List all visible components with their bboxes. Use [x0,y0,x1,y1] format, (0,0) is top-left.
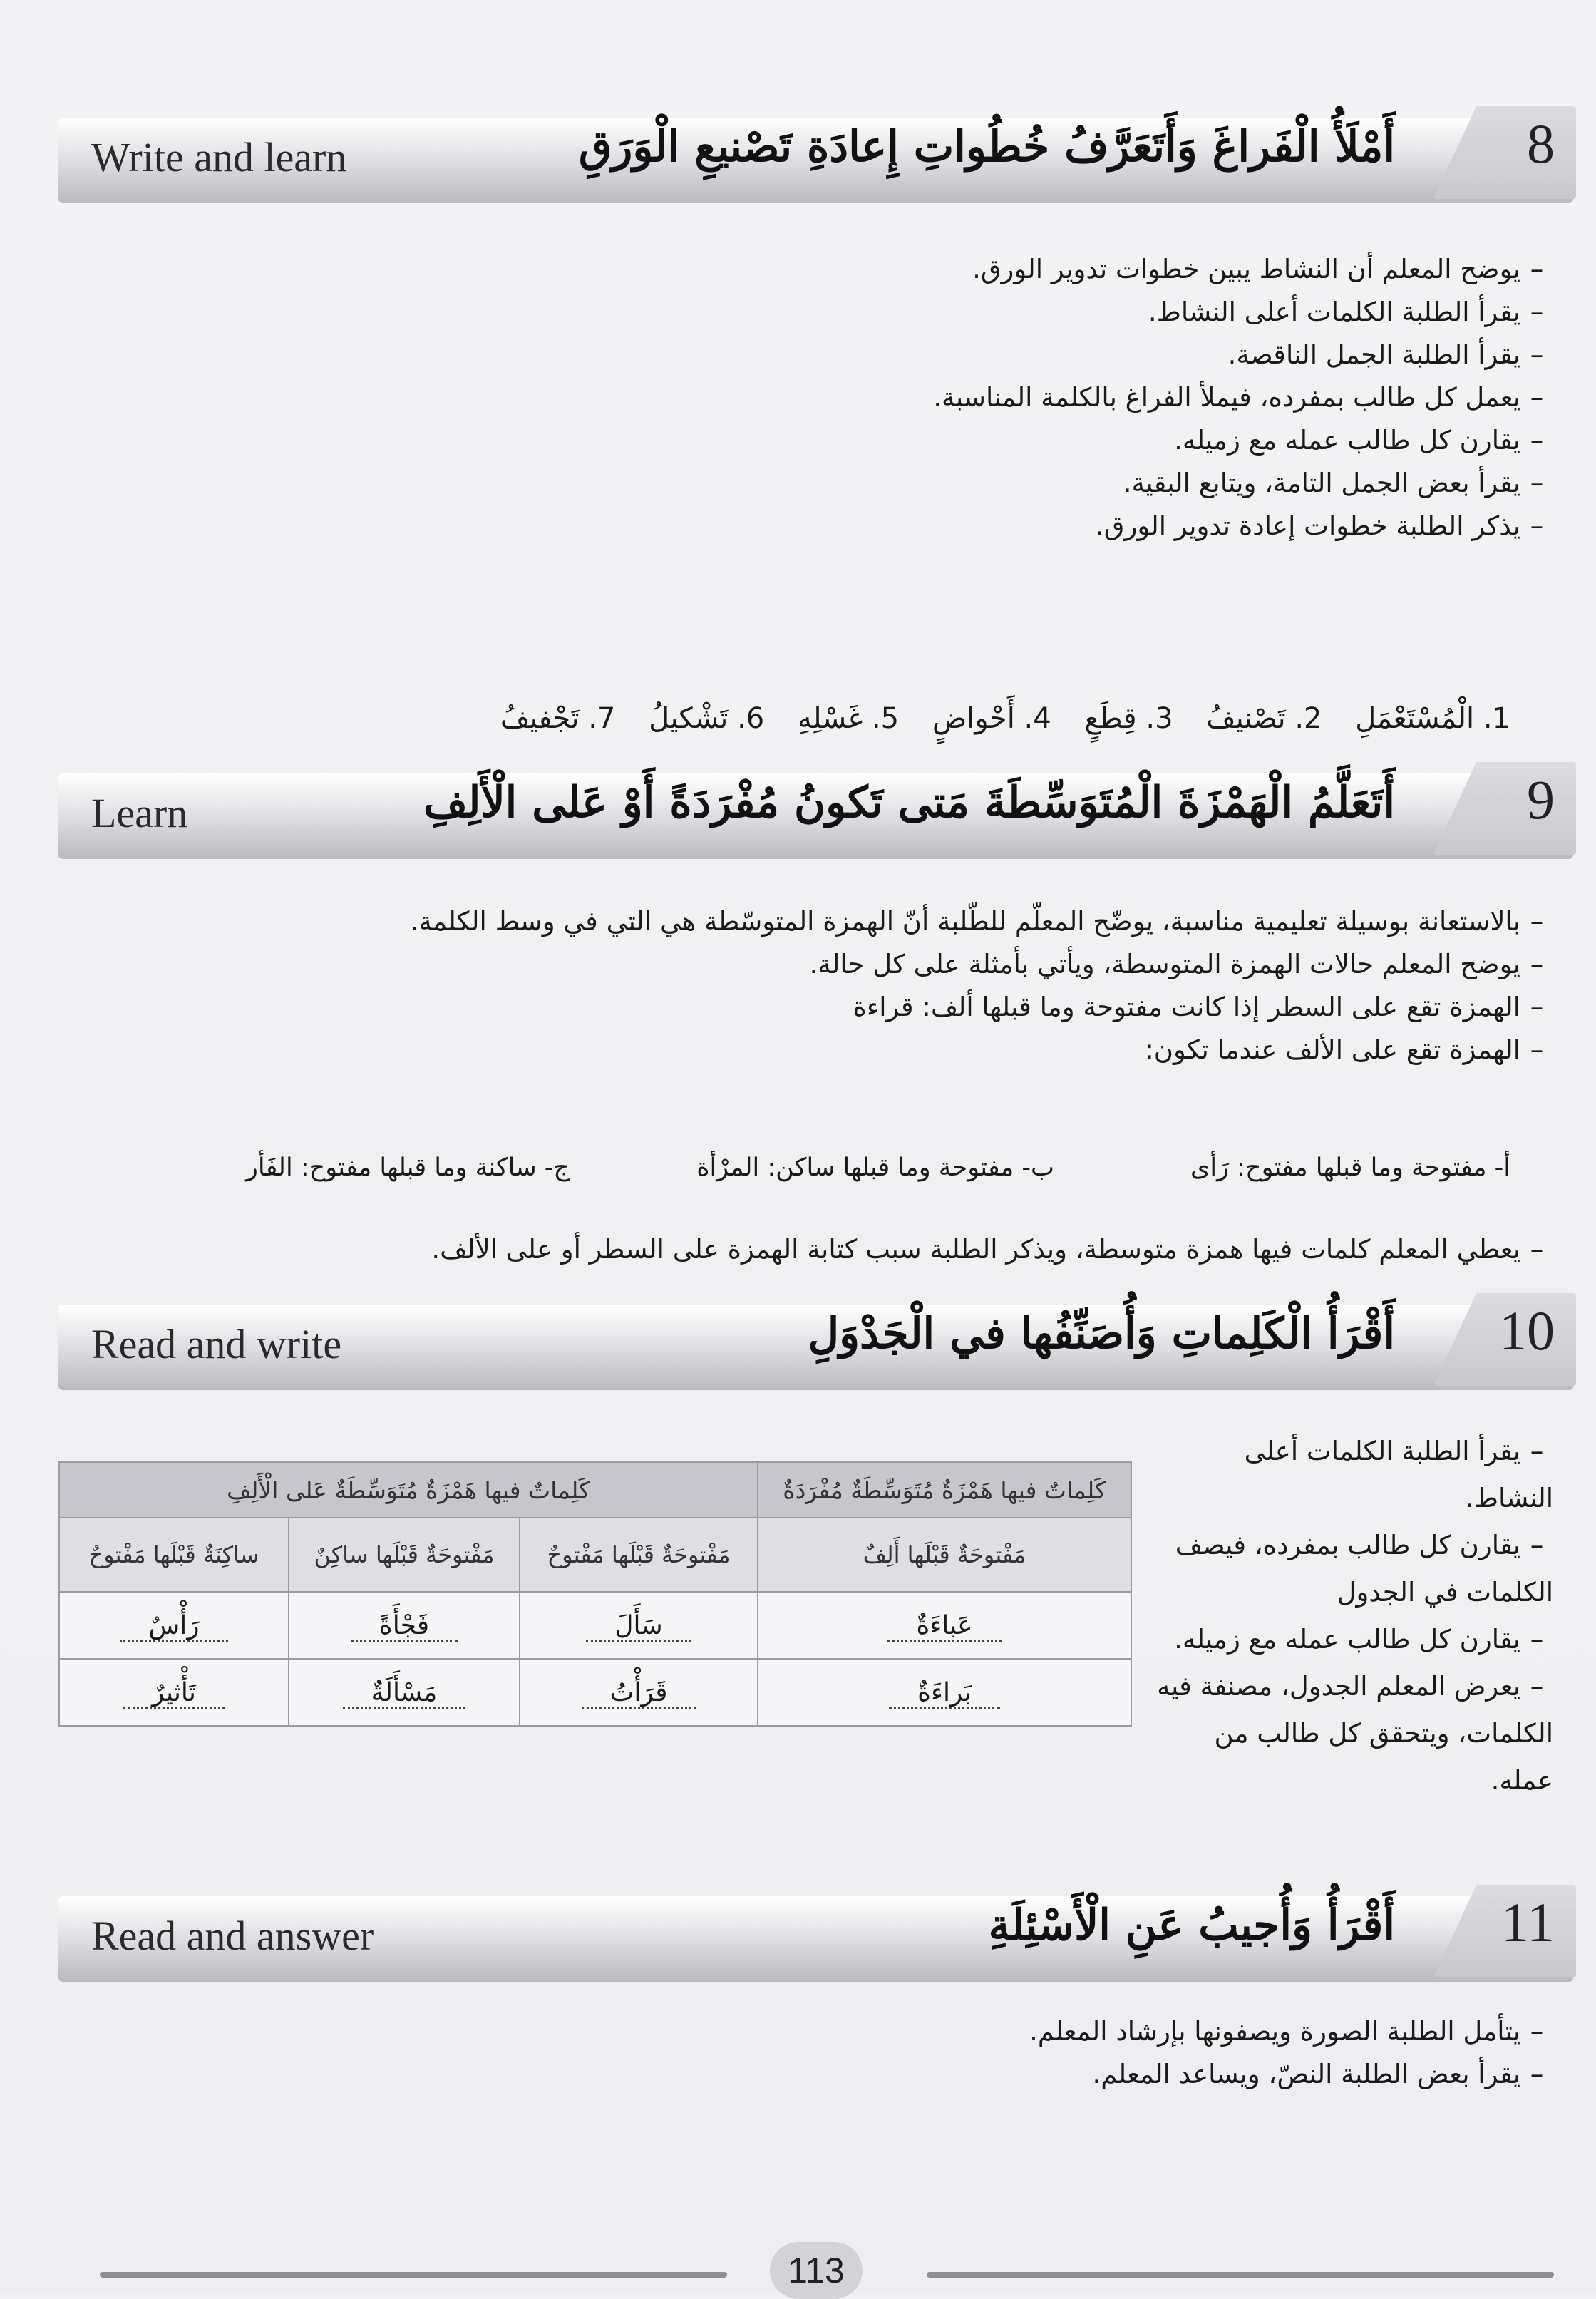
instruction-line: –يوضح المعلم أن النشاط يبين خطوات تدوير الورق. [972,254,1544,284]
section-11-english-title: Read and answer [91,1913,374,1959]
option-a: أ- مفتوحة وما قبلها مفتوح: رَأى [1190,1153,1510,1182]
table-cell: فَجْأَةً [289,1592,520,1659]
table-group-header: كَلِماتٌ فيها هَمْزَةٌ مُتَوَسِّطَةٌ عَلى الْأَلِفِ [59,1462,758,1518]
section-8-number: 8 [1527,113,1555,175]
instruction-line: –يقرأ الطلبة الكلمات أعلى النشاط. [1244,1436,1553,1513]
instruction-line: –الهمزة تقع على الألف عندما تكون: [1145,1034,1544,1065]
section-9-arabic-title: أَتَعَلَّمُ الْهَمْزَةَ الْمُتَوَسِّطَةَ مَتى تَكونُ مُفْرَدَةً أَوْ عَلى الْأَلِفِ [423,778,1395,828]
book-tab-icon [1433,106,1576,199]
table-group-header: كَلِماتٌ فيها هَمْزَةٌ مُتَوَسِّطَةٌ مُفْرَدَةٌ [758,1462,1131,1518]
section-10-english-title: Read and write [91,1321,342,1367]
instruction-line: –يقرأ بعض الجمل التامة، ويتابع البقية. [1123,468,1544,498]
table-row [59,1592,1131,1659]
table-cell: تَأْثيرٌ [59,1659,289,1726]
instruction-line: –يقرأ الطلبة الجمل الناقصة. [1227,339,1544,370]
section-9-english-title: Learn [91,790,188,836]
table-cell: سَأَلَ [520,1592,758,1659]
footer-rule-right [927,2272,1554,2278]
section-11-header [58,1891,1573,1982]
book-tab-icon [1433,762,1576,855]
table-cell: مَسْأَلَةٌ [289,1659,520,1726]
answer-item: 1. الْمُسْتَعْمَلِ [1355,702,1510,735]
table-column-header: مَفْتوحَةٌ قَبْلَها أَلِفٌ [758,1518,1131,1592]
section-9-number: 9 [1527,768,1555,830]
instruction-line: –يقارن كل طالب بمفرده، فيصف الكلمات في الجدول [1175,1530,1553,1608]
page-number: 113 [770,2242,863,2299]
instruction-line: –يقرأ الطلبة الكلمات أعلى النشاط. [1148,297,1544,327]
instruction-line: –يوضح المعلم حالات الهمزة المتوسطة، ويأتي بأمثلة على كل حالة. [809,949,1544,979]
section-8-arabic-title: أَمْلَأُ الْفَراغَ وَأَتَعَرَّفُ خُطُواتِ إِعادَةِ تَصْنيعِ الْوَرَقِ [578,122,1395,172]
section-11-number-tab [1433,1878,1576,1977]
table-column-header: مَفْتوحَةٌ قَبْلَها ساكِنٌ [289,1518,520,1592]
answer-item: 6. تَشْكيلُ [649,702,765,735]
section-11-instructions [1029,2010,1553,2096]
section-10-arabic-title: أَقْرَأُ الْكَلِماتِ وَأُصَنِّفُها في الْجَدْوَلِ [808,1309,1395,1359]
table-cell: رَأْسٌ [59,1592,289,1659]
section-9-instructions [411,900,1553,1071]
section-10-header [58,1300,1573,1390]
section-10-number-tab [1433,1286,1576,1386]
table-column-header: ساكِنَةٌ قَبْلَها مَفْتوحٌ [59,1518,289,1592]
section-10-number: 10 [1499,1300,1555,1362]
footer-rule-left [100,2272,727,2278]
answer-item: 7. تَجْفيفُ [500,702,616,735]
instruction-line: –يعرض المعلم الجدول، مصنفة فيه الكلمات، ويتحقق كل طالب من عمله. [1157,1671,1553,1796]
section-8-header [58,113,1573,203]
table-row [59,1659,1131,1726]
instruction-line: –يقارن كل طالب عمله مع زميله. [1174,425,1544,456]
section-8-answers [476,702,1510,735]
instruction-line: –يعمل كل طالب بمفرده، فيملأ الفراغ بالكلمة المناسبة. [933,382,1544,413]
classification-table [58,1461,1132,1727]
answer-item: 3. قِطَعٍ [1084,702,1173,735]
instruction-line: –يقرأ بعض الطلبة النصّ، ويساعد المعلم. [1092,2059,1544,2089]
section-11-arabic-title: أَقْرَأُ وَأُجيبُ عَنِ الْأَسْئِلَةِ [988,1901,1395,1950]
section-9-last-instruction [431,1228,1553,1271]
option-c: ج- ساكنة وما قبلها مفتوح: الفَأر [246,1153,570,1182]
section-8-instructions [933,248,1553,547]
answer-item: 4. أَحْواضٍ [932,702,1051,735]
section-9-number-tab [1433,755,1576,855]
answer-item: 2. تَصْنيفُ [1206,702,1322,735]
instruction-line: –يذكر الطلبة خطوات إعادة تدوير الورق. [1096,510,1544,541]
instruction-line: –يقارن كل طالب عمله مع زميله. [1174,1624,1544,1655]
option-b: ب- مفتوحة وما قبلها ساكن: المرْأة [696,1153,1054,1182]
table-cell: عَباءَةٌ [758,1592,1131,1659]
table-column-header: مَفْتوحَةٌ قَبْلَها مَفْتوحٌ [520,1518,758,1592]
section-10-instructions [1154,1428,1553,1804]
instruction-line: –يتأمل الطلبة الصورة ويصفونها بإرشاد المعلم. [1029,2016,1544,2047]
table-cell: قَرَأْتُ [520,1659,758,1726]
instruction-line: –يعطي المعلم كلمات فيها همزة متوسطة، ويذكر الطلبة سبب كتابة الهمزة على السطر أو على الألف. [431,1234,1544,1265]
table-cell: بَراءَةٌ [758,1659,1131,1726]
section-11-number: 11 [1500,1891,1555,1953]
instruction-line: –الهمزة تقع على السطر إذا كانت مفتوحة وما قبلها ألف: قراءة [853,992,1544,1022]
section-8-number-tab [1433,99,1576,199]
section-9-header [58,768,1573,859]
instruction-line: –بالاستعانة بوسيلة تعليمية مناسبة، يوضّح المعلّم للطّلبة أنّ الهمزة المتوسّطة هي التي في وسط الكلمة. [410,906,1544,937]
section-8-english-title: Write and learn [91,134,347,180]
answer-item: 5. غَسْلِهِ [797,702,900,735]
